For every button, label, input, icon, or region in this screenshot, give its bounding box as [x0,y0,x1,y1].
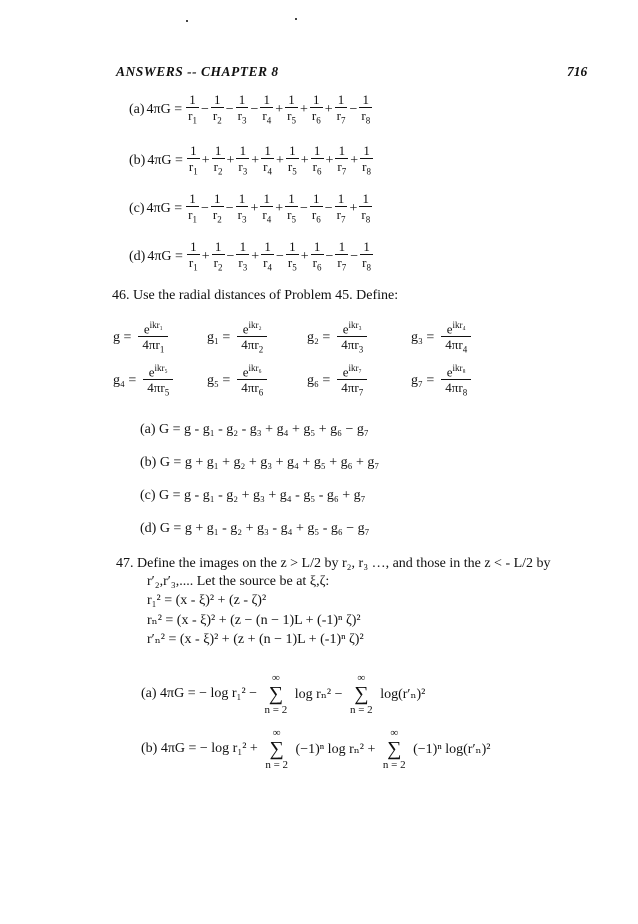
fraction-term: $\frac{1}{r_3}$ [236,143,249,180]
fraction-term: $\frac{1}{r_4}$ [260,191,273,228]
scan-speck [295,18,297,20]
fraction-term: $\frac{1}{r_1}$ [187,143,200,180]
problem-47-eq-rn-prime: r′ₙ² = (x - ξ)² + (z + (n − 1)L + (-1)ⁿ ζ)² [147,632,364,647]
answer-b-term1: (−1)ⁿ log rₙ² + [295,741,376,757]
answer-label: (a) [129,102,145,118]
answer-b-lhs: (b) 4πG = − log r₁² + [141,741,258,756]
problem-46-answer-c: (c) G = g - g₁ - g₂ + g₃ + g₄ - g₅ - g₆ + g₇ [140,488,366,503]
definition-fraction: $\frac{e^{ikr_2}}{4\pi r_2}$ [237,318,267,358]
operator-sign: − [225,102,234,118]
operator-sign: + [201,153,210,169]
operator-sign: + [324,102,333,118]
green-function-definition [112,361,174,401]
fraction-term: $\frac{1}{r_7}$ [335,239,348,276]
operator-sign: − [225,201,234,217]
definition-lhs: g₂ = [307,329,331,345]
problem-46-answer-d: (d) G = g + g₁ - g₂ + g₃ - g₄ + g₅ - g₆ − g₇ [140,521,370,536]
fraction-term: $\frac{1}{r_7}$ [335,143,348,180]
fraction-term: $\frac{1}{r_3}$ [236,191,249,228]
fraction-term: $\frac{1}{r_7}$ [335,191,348,228]
definition-fraction: $\frac{e^{ikr_8}}{4\pi r_8}$ [441,361,471,401]
operator-sign: − [226,249,235,265]
fraction-term: $\frac{1}{r_5}$ [285,191,298,228]
problem-47-eq-r1: r₁² = (x - ξ)² + (z - ζ)² [147,593,267,608]
green-function-definition [206,318,268,358]
fraction-term: $\frac{1}{r_5}$ [286,143,299,180]
definition-lhs: g = [113,329,132,345]
operator-sign: + [276,153,284,169]
summation-symbol: ∞ ∑ n = 2 [349,672,373,716]
fraction-term: $\frac{1}{r_8}$ [360,239,373,276]
definition-lhs: g₁ = [207,329,231,345]
definition-lhs: g₄ = [113,372,137,388]
fraction-term: $\frac{1}{r_7}$ [335,92,348,129]
operator-sign: − [200,102,209,118]
fraction-term: $\frac{1}{r_3}$ [236,92,249,129]
operator-sign: − [299,201,308,217]
fraction-term: $\frac{1}{r_4}$ [261,143,274,180]
problem-45-answer-row [128,239,374,276]
fraction-term: $\frac{1}{r_6}$ [311,143,324,180]
chapter-heading: ANSWERS -- CHAPTER 8 [116,64,279,79]
green-function-definition [112,318,169,358]
fraction-term: $\frac{1}{r_2}$ [211,92,224,129]
problem-46-answer-b: (b) G = g + g₁ + g₂ + g₃ + g₄ + g₅ + g₆ + g₇ [140,455,380,470]
operator-sign: + [325,153,334,169]
answer-label: (c) [129,201,145,217]
green-function-definition [410,318,472,358]
fraction-term: $\frac{1}{r_2}$ [211,191,224,228]
sum-upper-limit: ∞ [357,672,366,684]
page-number: 716 [567,64,588,79]
fraction-term: $\frac{1}{r_8}$ [359,92,372,129]
sum-lower-limit: n = 2 [265,759,289,771]
problem-47-answer-b [140,727,491,771]
fraction-term: $\frac{1}{r_1}$ [186,92,199,129]
fraction-term: $\frac{1}{r_4}$ [261,239,274,276]
fraction-term: $\frac{1}{r_6}$ [310,191,323,228]
scan-speck [186,20,188,22]
sum-upper-limit: ∞ [271,672,280,684]
green-function-definition [410,361,472,401]
operator-sign: + [226,153,235,169]
summation-symbol: ∞ ∑ n = 2 [265,727,289,771]
operator-sign: + [201,249,210,265]
fraction-term: $\frac{1}{r_2}$ [212,143,225,180]
problem-47-source: r′₂,r′₃,.... Let the source be at ξ,ζ: [147,574,330,589]
problem-45-answer-row [128,92,373,129]
operator-sign: + [251,153,260,169]
problem-45-answer-row [128,143,374,180]
operator-sign: − [324,201,333,217]
operator-sign: + [349,201,358,217]
operator-sign: + [275,201,284,217]
fraction-term: $\frac{1}{r_5}$ [286,239,299,276]
equation-lhs: 4πG = [147,249,183,265]
sum-upper-limit: ∞ [390,727,399,739]
equation-lhs: 4πG = [146,201,183,217]
answer-a-lhs: (a) 4πG = − log r₁² − [141,686,258,701]
definition-fraction: $\frac{e^{ikr_7}}{4\pi r_7}$ [337,361,367,401]
definition-lhs: g₇ = [411,372,435,388]
fraction-term: $\frac{1}{r_8}$ [360,143,373,180]
operator-sign: − [276,249,284,265]
answer-b-term2: (−1)ⁿ log(r′ₙ)² [413,741,491,757]
operator-sign: − [325,249,334,265]
definition-fraction: $\frac{e^{ikr_4}}{4\pi r_4}$ [441,318,471,358]
sum-upper-limit: ∞ [272,727,281,739]
operator-sign: + [250,201,259,217]
operator-sign: + [300,249,309,265]
problem-45-answer-row [128,191,373,228]
fraction-term: $\frac{1}{r_2}$ [212,239,225,276]
equation-lhs: 4πG = [147,153,183,169]
fraction-term: $\frac{1}{r_3}$ [236,239,249,276]
definition-lhs: g₃ = [411,329,435,345]
answer-a-term2: log(r′ₙ)² [380,686,426,702]
operator-sign: − [250,102,259,118]
sum-lower-limit: n = 2 [349,704,373,716]
operator-sign: − [350,249,359,265]
operator-sign: − [200,201,209,217]
summation-symbol: ∞ ∑ n = 2 [264,672,288,716]
fraction-term: $\frac{1}{r_1}$ [186,191,199,228]
operator-sign: + [251,249,260,265]
operator-sign: + [275,102,284,118]
problem-47-eq-rn: rₙ² = (x - ξ)² + (z − (n − 1)L + (-1)ⁿ ζ)² [147,613,361,628]
operator-sign: + [350,153,359,169]
green-function-definition [306,318,368,358]
definition-lhs: g₆ = [307,372,331,388]
fraction-term: $\frac{1}{r_6}$ [311,239,324,276]
answer-a-term1: log rₙ² − [294,686,343,702]
green-function-definition [306,361,368,401]
fraction-term: $\frac{1}{r_5}$ [285,92,298,129]
definition-lhs: g₅ = [207,372,231,388]
definition-fraction: $\frac{e^{ikr_5}}{4\pi r_5}$ [143,361,173,401]
problem-46-intro: 46. Use the radial distances of Problem 45. Define: [112,288,399,303]
fraction-term: $\frac{1}{r_8}$ [359,191,372,228]
problem-46-answer-a: (a) G = g - g₁ - g₂ - g₃ + g₄ + g₅ + g₆ − g₇ [140,422,369,437]
definition-fraction: $\frac{e^{ikr_6}}{4\pi r_6}$ [237,361,267,401]
operator-sign: + [299,102,308,118]
sum-lower-limit: n = 2 [382,759,406,771]
definition-fraction: $\frac{e^{ikr_3}}{4\pi r_3}$ [337,318,367,358]
green-function-definition [206,361,268,401]
sum-lower-limit: n = 2 [264,704,288,716]
summation-symbol: ∞ ∑ n = 2 [382,727,406,771]
operator-sign: + [300,153,309,169]
equation-lhs: 4πG = [146,102,183,118]
fraction-term: $\frac{1}{r_6}$ [310,92,323,129]
answer-label: (b) [129,153,146,169]
fraction-term: $\frac{1}{r_1}$ [187,239,200,276]
problem-47-answer-a [140,672,426,716]
answer-label: (d) [129,249,146,265]
problem-47-intro: 47. Define the images on the z > L/2 by r₂, r₃ …, and those in the z < - L/2 by [116,556,551,571]
fraction-term: $\frac{1}{r_4}$ [260,92,273,129]
operator-sign: − [349,102,358,118]
definition-fraction: $\frac{e^{ikr_1}}{4\pi r_1}$ [138,318,168,358]
